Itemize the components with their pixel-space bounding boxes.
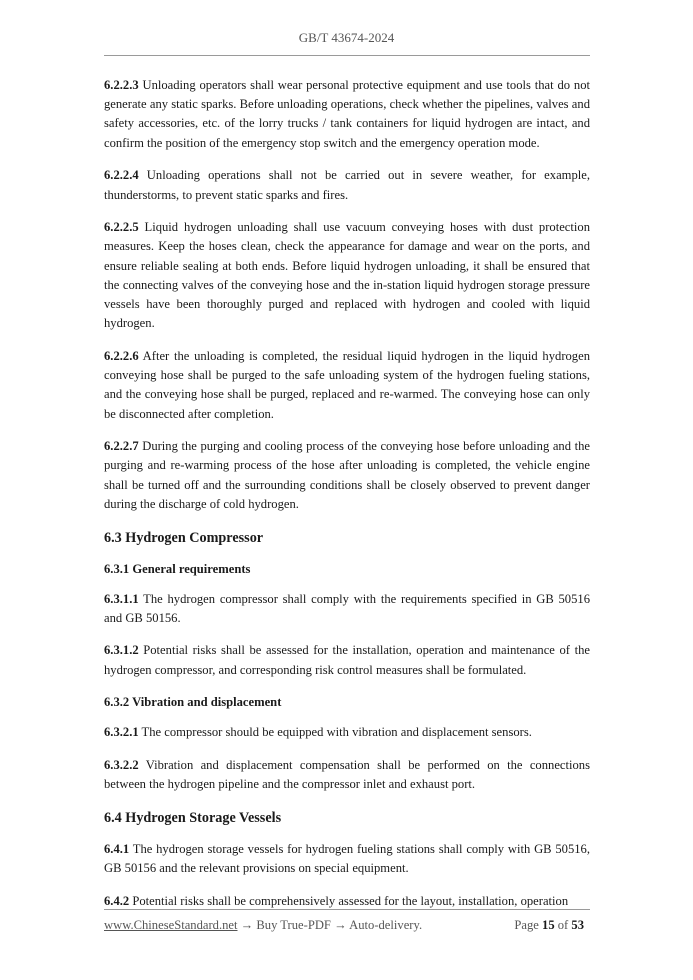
clause-text: Vibration and displacement compensation shall be performed on the connections between the hydrogen pipeline and the compressor inlet and exhaust port. <box>104 758 590 792</box>
clause-text: Liquid hydrogen unloading shall use vacuum conveying hoses with dust protection measures. Keep the hoses clean, check the appearance for damage and wear on the ports, and ensure reliable sealing at both ends. Before liquid hydrogen unloading, it shall be ensured that the connecting valves of the conveying hose and the in-station liquid hydrogen storage pressure vessels have been thoroughly purged and replaced with hydrogen and cooled with liquid hydrogen. <box>104 220 590 331</box>
current-page: 15 <box>542 918 555 932</box>
clause-number: 6.4.2 <box>104 893 130 908</box>
clause-number: 6.3.1.2 <box>104 643 139 658</box>
clause-text: The hydrogen storage vessels for hydrogen fueling stations shall comply with GB 50516, GB 50156 and the relevant provisions on special equipment. <box>104 841 590 876</box>
total-pages: 53 <box>571 918 584 932</box>
clause-6-2-2-6 <box>104 347 590 424</box>
clause-number: 6.3.1.1 <box>104 591 139 606</box>
clause-text: During the purging and cooling process of the conveying hose before unloading and the purging and re-warming process of the hose after unloading is completed, the vehicle engine shall be turned off and the surrounding conditions shall be closely observed to prevent danger during the discharge of cold hydrogen. <box>104 439 590 511</box>
clause-text: Unloading operations shall not be carried out in severe weather, for example, thunderstorms, to prevent static sparks and fires. <box>104 168 590 202</box>
section-heading-6-3: 6.3 Hydrogen Compressor <box>104 529 264 546</box>
footer-divider <box>104 909 590 910</box>
promo-text: → Buy True-PDF → Auto-delivery. <box>237 918 423 932</box>
clause-number: 6.2.2.4 <box>104 168 139 183</box>
clause-6-2-2-3 <box>104 76 590 153</box>
page-indicator <box>514 918 584 933</box>
page-header: GB/T 43674-2024 <box>298 30 395 45</box>
clause-6-3-2-2 <box>104 756 590 794</box>
subsection-heading-6-3-2: 6.3.2 Vibration and displacement <box>104 695 282 710</box>
clause-text: Potential risks shall be comprehensively assessed for the layout, installation, operation <box>129 893 569 908</box>
clause-text: After the unloading is completed, the residual liquid hydrogen in the liquid hydrogen conveying hose shall be purged to the safe unloading system of the hydrogen fueling stations, and the conveying hose shall be purged, replaced and re-warmed. The conveying hose can only be disconnected after completion. <box>104 348 590 421</box>
clause-6-2-2-7 <box>104 437 590 514</box>
clause-6-3-1-2 <box>104 641 590 679</box>
clause-number: 6.4.1 <box>104 841 130 856</box>
subsection-heading-6-3-1: 6.3.1 General requirements <box>104 561 251 576</box>
website-link[interactable]: www.ChineseStandard.net <box>104 918 238 932</box>
clause-number: 6.3.2.2 <box>104 758 139 773</box>
clause-number: 6.3.2.1 <box>104 725 139 740</box>
clause-number: 6.2.2.6 <box>104 348 139 363</box>
clause-number: 6.2.2.3 <box>104 78 139 92</box>
clause-number: 6.2.2.5 <box>104 220 139 235</box>
section-heading-6-4: 6.4 Hydrogen Storage Vessels <box>104 809 282 826</box>
clause-6-2-2-4 <box>104 166 590 204</box>
clause-6-3-1-1 <box>104 590 590 628</box>
document-body <box>104 76 590 925</box>
clause-text: The compressor should be equipped with vibration and displacement sensors. <box>138 725 532 740</box>
clause-6-3-2-1 <box>104 723 590 742</box>
page-label: Page <box>514 918 543 932</box>
page-of: of <box>554 918 572 932</box>
clause-text: Potential risks shall be assessed for the installation, operation and maintenance of the hydrogen compressor, and corresponding risk control measures shall be formulated. <box>104 643 590 677</box>
clause-text: The hydrogen compressor shall comply with the requirements specified in GB 50516 and GB 50156. <box>104 591 590 625</box>
clause-6-2-2-5 <box>104 218 590 333</box>
clause-6-4-1 <box>104 840 590 878</box>
clause-number: 6.2.2.7 <box>104 439 139 454</box>
footer-promo <box>104 918 422 933</box>
clause-text: Unloading operators shall wear personal protective equipment and use tools that do not generate any static sparks. Before unloading operations, check whether the pipelines, valves and safety accessories, etc. of the lorry trucks / tank containers for liquid hydrogen are intact, and confirm the position of the emergency stop switch and the emergency operation mode. <box>104 78 590 150</box>
header-divider <box>104 55 590 56</box>
